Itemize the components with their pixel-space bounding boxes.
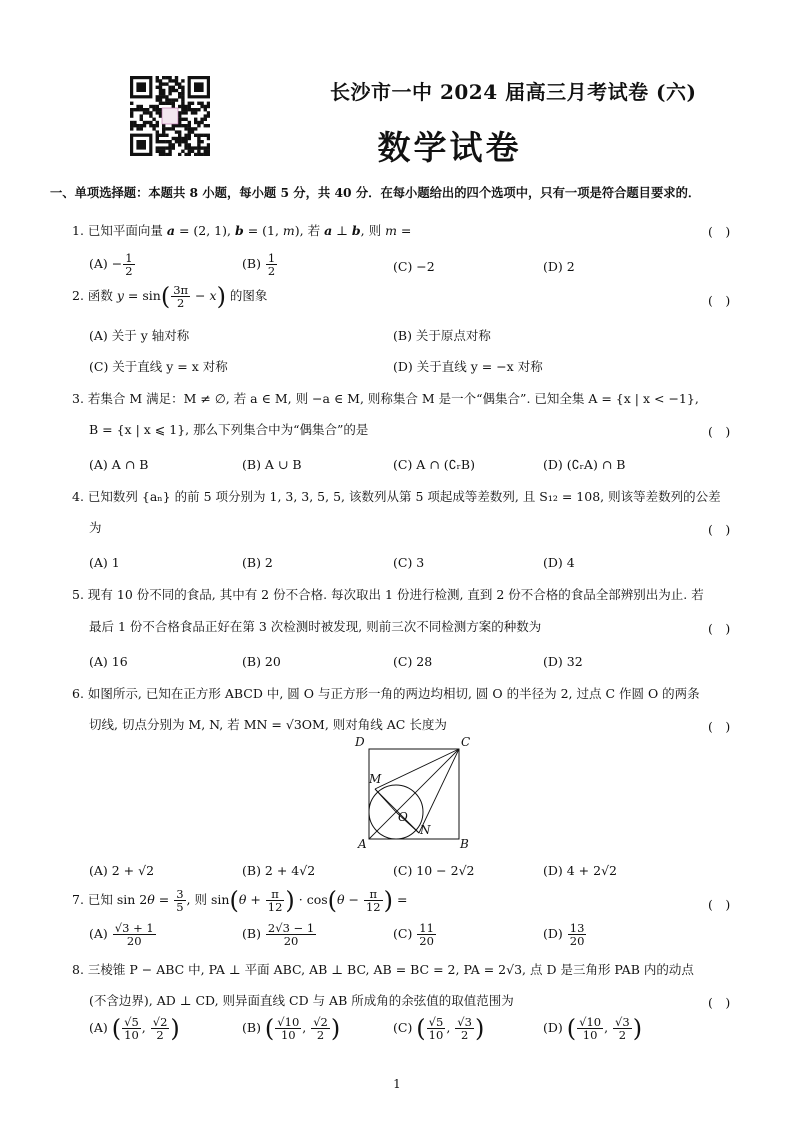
option-b: (B) 2 bbox=[242, 555, 273, 570]
figure-label-a: A bbox=[358, 837, 367, 851]
question-5-line-1: 5. 现有 10 份不同的食品, 其中有 2 份不合格. 每次取出 1 份进行检测, 直到 2 份不合格的食品全部辨别出为止. 若 bbox=[72, 587, 704, 602]
option-c: (C) 10 − 2√2 bbox=[393, 863, 475, 878]
option-b: (B) 2 + 4√2 bbox=[242, 863, 316, 878]
option-b: (B) ( $\frac{√10}{10}$ , $\frac{√2}{2}$ ) bbox=[242, 1014, 341, 1043]
option-a: (A) 2 + √2 bbox=[89, 863, 155, 878]
option-a: (A) A ∩ B bbox=[89, 457, 149, 472]
option-a: (A) $\frac{√3 + 1}{20}$ bbox=[89, 921, 154, 948]
tangent-cm bbox=[375, 749, 459, 789]
option-d: (D) 4 bbox=[543, 555, 575, 570]
question-6-line-2: 切线, 切点分别为 M, N, 若 MN = √3OM, 则对角线 AC 长度为 bbox=[89, 717, 447, 732]
question-7-text: 7. 已知 sin 2θ = $\frac{3}{5}$ , 则 sin(θ + $\frac{\pi}{12}$ ) · cos(θ − $\frac{\pi}{12}$ ) = bbox=[72, 886, 408, 915]
option-d: (D) $\frac{13}{20}$ bbox=[543, 921, 585, 948]
option-c: (C) A ∩ (∁ᵣB) bbox=[393, 457, 475, 472]
page-number: 1 bbox=[393, 1077, 401, 1091]
option-b: (B) $\frac{1}{2}$ bbox=[242, 251, 276, 278]
figure-label-c: C bbox=[461, 735, 471, 749]
radius-om bbox=[375, 789, 396, 812]
question-6-line-1: 6. 如图所示, 已知在正方形 ABCD 中, 圆 O 与正方形一角的两边均相切, 圆 O 的半径为 2, 过点 C 作圆 O 的两条 bbox=[72, 686, 700, 701]
option-c: (C) −2 bbox=[393, 259, 435, 274]
question-8-line-2: (不含边界), AD ⊥ CD, 则异面直线 CD 与 AB 所成角的余弦值的取值范围为 bbox=[89, 993, 514, 1008]
option-c: (C) 28 bbox=[393, 654, 433, 669]
option-b: (B) 20 bbox=[242, 654, 281, 669]
section-heading: 一、单项选择题：本题共 8 小题，每小题 5 分，共 40 分．在每小题给出的四个选项中，只有一项是符合题目要求的． bbox=[50, 185, 701, 200]
tangent-cn bbox=[419, 749, 459, 833]
option-d: (D) 4 + 2√2 bbox=[543, 863, 617, 878]
answer-paren: ( ) bbox=[708, 719, 731, 734]
question-3-line-2: B = {x | x ⩽ 1}, 那么下列集合中为“偶集合”的是 bbox=[89, 422, 369, 437]
option-c: (C) $\frac{11}{20}$ bbox=[393, 921, 434, 948]
question-3-line-1: 3. 若集合 M 满足：M ≠ ∅, 若 a ∈ M, 则 −a ∈ M, 则称集合 M 是一个“偶集合”. 已知全集 A = {x | x < −1}, bbox=[72, 391, 699, 406]
question-1-text: 1. 已知平面向量 a = (2, 1), b = (1, m), 若 a ⊥ b, 则 m = bbox=[72, 223, 412, 238]
question-2-text: 2. 函数 y = sin( $\frac{3\pi}{2}$ − x) 的图象 bbox=[72, 282, 268, 311]
option-d: (D) (∁ᵣA) ∩ B bbox=[543, 457, 626, 472]
option-b: (B) 关于原点对称 bbox=[393, 328, 491, 343]
answer-paren: ( ) bbox=[708, 293, 731, 308]
figure-label-o: O bbox=[398, 810, 408, 824]
figure-label-b: B bbox=[460, 837, 469, 851]
figure-label-d: D bbox=[355, 735, 365, 749]
answer-paren: ( ) bbox=[708, 224, 731, 239]
option-a: (A) 关于 y 轴对称 bbox=[89, 328, 190, 343]
option-c: (C) ( $\frac{√5}{10}$ , $\frac{√3}{2}$ ) bbox=[393, 1014, 485, 1043]
option-d: (D) 关于直线 y = −x 对称 bbox=[393, 359, 543, 374]
subject-title: 数学试卷 bbox=[377, 128, 522, 167]
option-a: (A) − $\frac{1}{2}$ bbox=[89, 251, 133, 278]
square-circle-figure bbox=[357, 737, 475, 855]
option-b: (B) A ∪ B bbox=[242, 457, 302, 472]
figure-label-m: M bbox=[369, 772, 382, 786]
figure-label-n: N bbox=[420, 823, 431, 837]
exam-title: 长沙市一中 2024 届高三月考试卷 (六) bbox=[330, 80, 697, 104]
answer-paren: ( ) bbox=[708, 522, 731, 537]
option-a: (A) ( $\frac{√5}{10}$ , $\frac{√2}{2}$ ) bbox=[89, 1014, 180, 1043]
option-a: (A) 16 bbox=[89, 654, 128, 669]
question-4-line-2: 为 bbox=[89, 520, 102, 535]
option-c: (C) 3 bbox=[393, 555, 425, 570]
option-d: (D) 32 bbox=[543, 654, 583, 669]
option-b: (B) $\frac{2√3 - 1}{20}$ bbox=[242, 921, 315, 948]
answer-paren: ( ) bbox=[708, 424, 731, 439]
option-a: (A) 1 bbox=[89, 555, 120, 570]
diagonal-ac bbox=[369, 749, 459, 839]
question-5-line-2: 最后 1 份不合格食品正好在第 3 次检测时被发现, 则前三次不同检测方案的种数为 bbox=[89, 619, 542, 634]
question-4-line-1: 4. 已知数列 {aₙ} 的前 5 项分别为 1, 3, 3, 5, 5, 该数列从第 5 项起成等差数列, 且 S₁₂ = 108, 则该等差数列的公差 bbox=[72, 489, 721, 504]
answer-paren: ( ) bbox=[708, 995, 731, 1010]
answer-paren: ( ) bbox=[708, 897, 731, 912]
option-d: (D) ( $\frac{√10}{10}$ , $\frac{√3}{2}$ ) bbox=[543, 1014, 643, 1043]
option-d: (D) 2 bbox=[543, 259, 575, 274]
answer-paren: ( ) bbox=[708, 621, 731, 636]
question-8-line-1: 8. 三棱锥 P − ABC 中, PA ⊥ 平面 ABC, AB ⊥ BC, AB = BC = 2, PA = 2√3, 点 D 是三角形 PAB 内的动点 bbox=[72, 962, 694, 977]
option-c: (C) 关于直线 y = x 对称 bbox=[89, 359, 228, 374]
